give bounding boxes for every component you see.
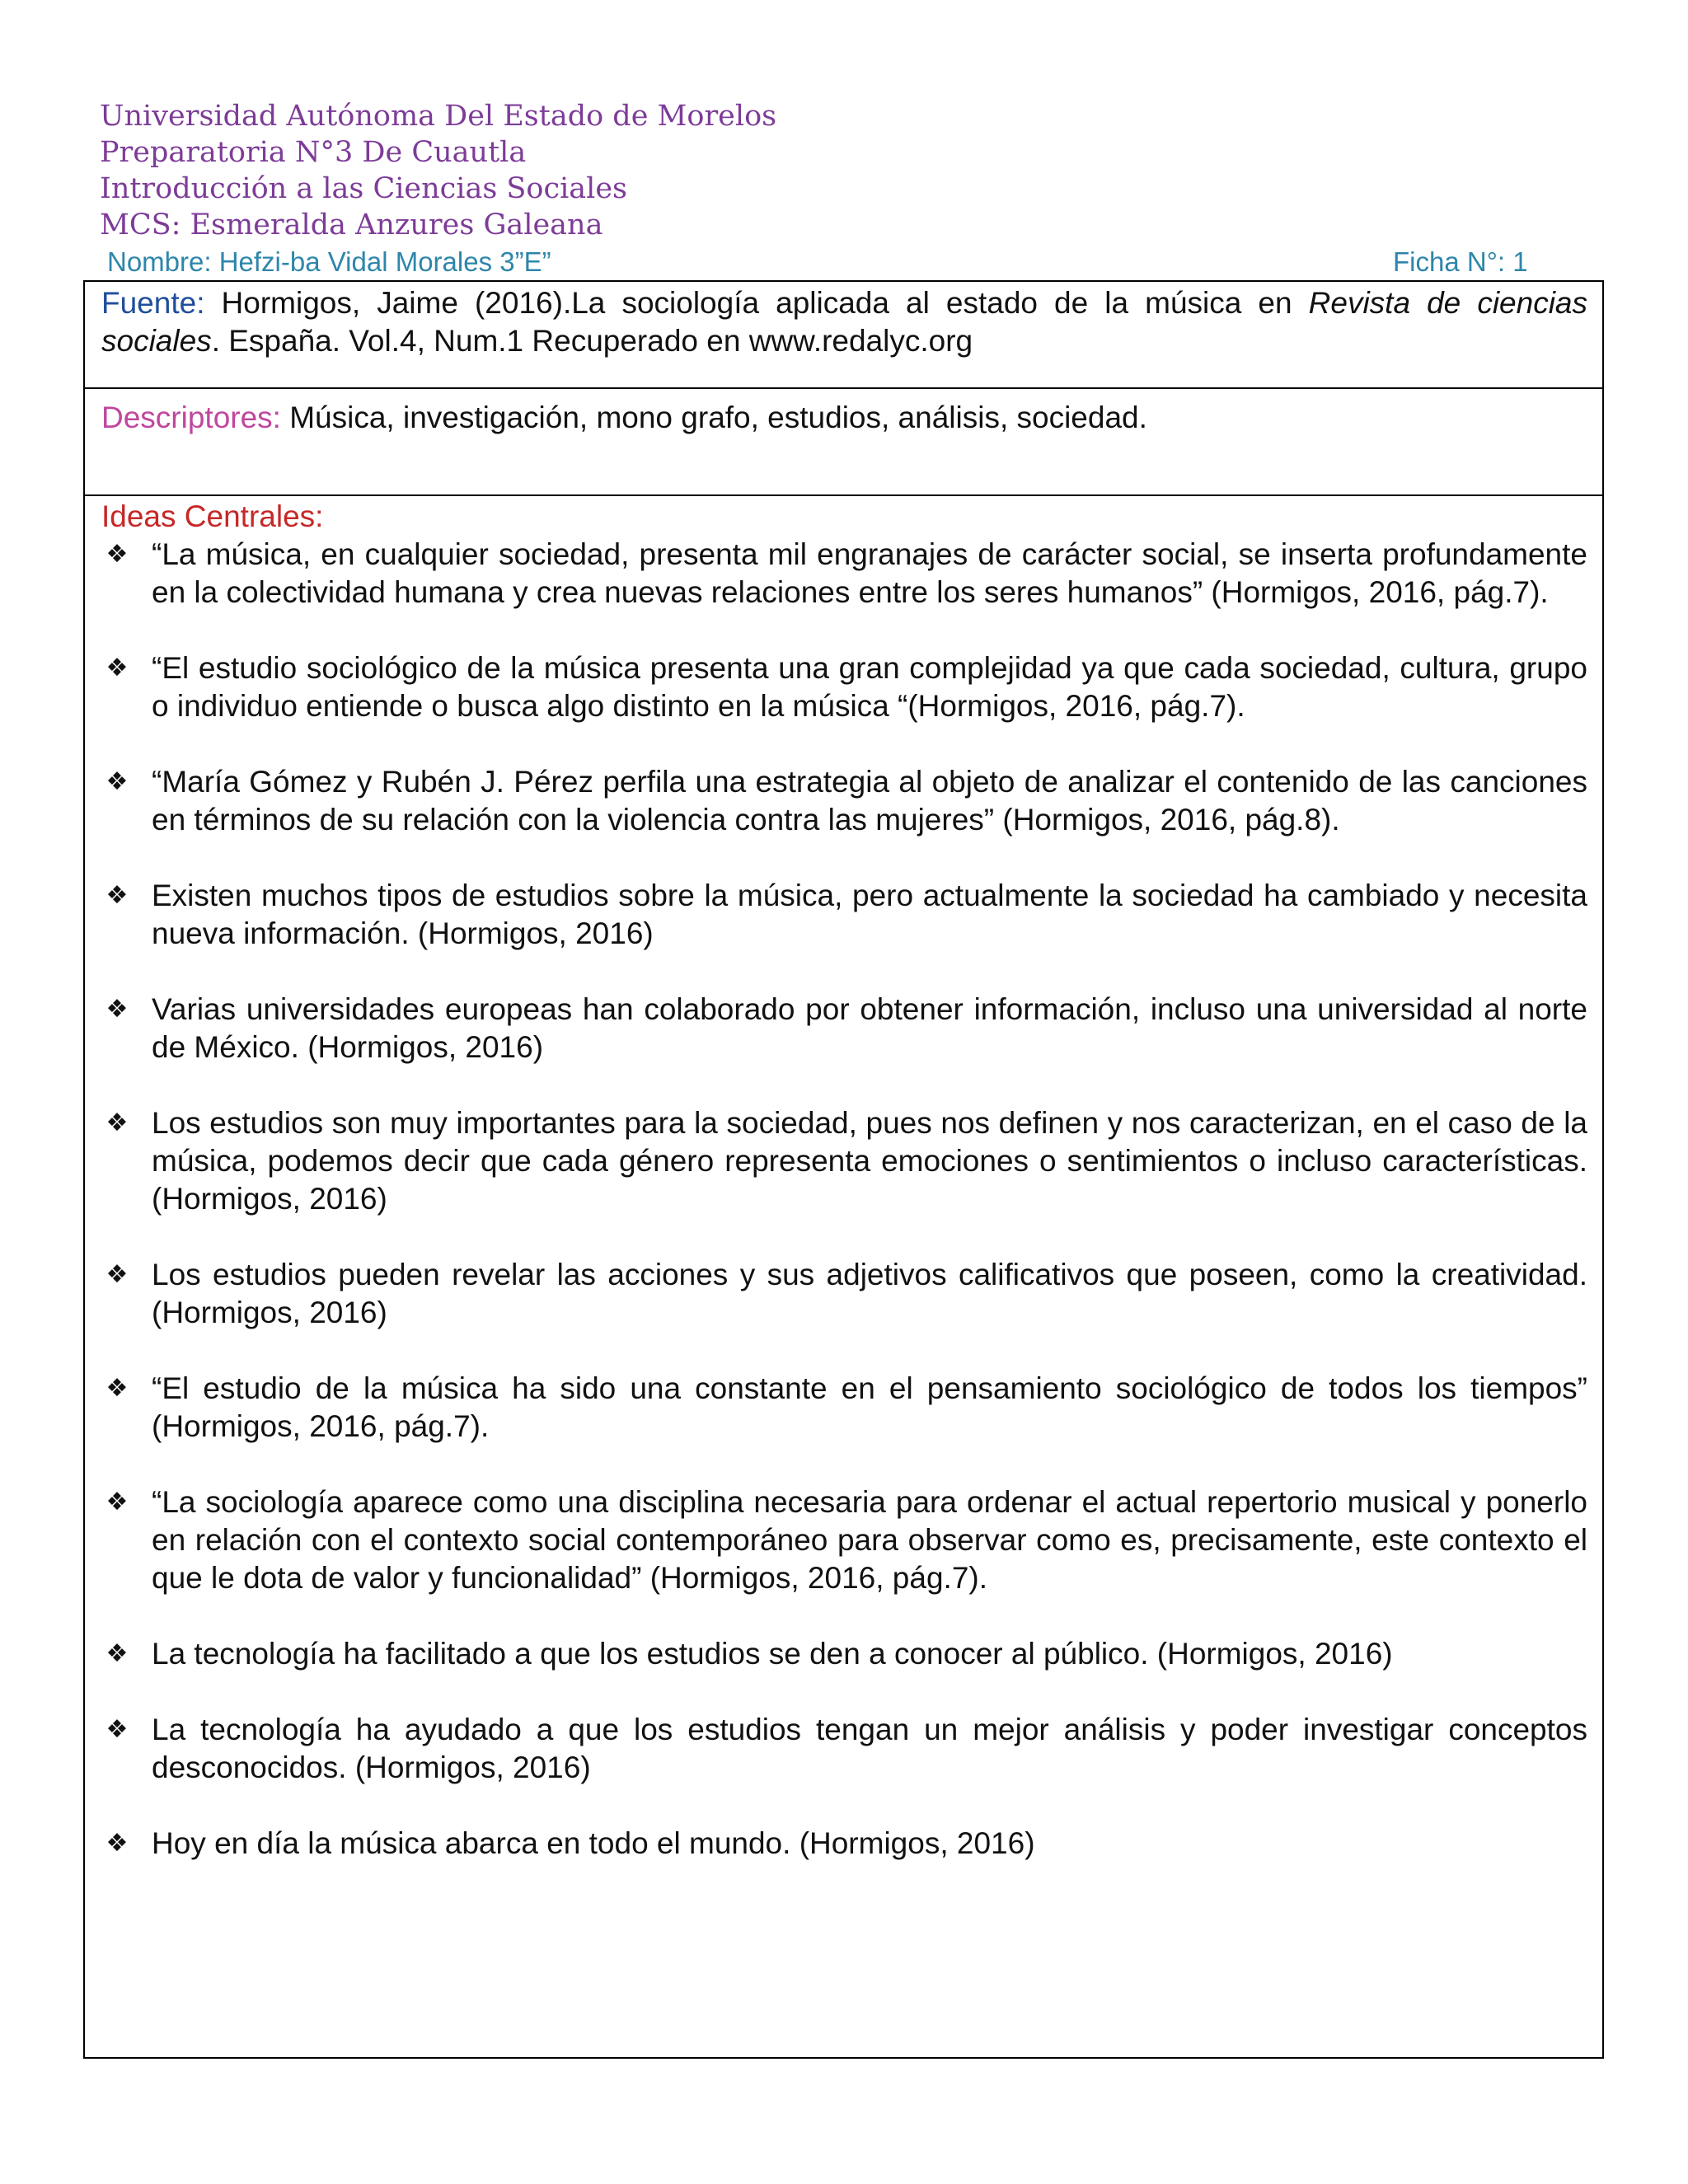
diamond-bullet-icon: ❖ bbox=[106, 654, 129, 682]
source-journal: Revista de ciencias sociales bbox=[101, 286, 1588, 358]
list-item bbox=[101, 1104, 1587, 1218]
source-label: Fuente: bbox=[101, 286, 205, 320]
idea-text: Los estudios son muy importantes para la sociedad, pues nos definen y nos caracterizan, en el caso de la música, podemos decir que cada género representa emociones o sentimientos o incluso características. (Hormigos, 2016) bbox=[152, 1106, 1587, 1216]
list-item bbox=[101, 877, 1587, 953]
central-ideas-list bbox=[101, 536, 1587, 1863]
list-item bbox=[101, 536, 1587, 612]
diamond-bullet-icon: ❖ bbox=[106, 767, 129, 796]
diamond-bullet-icon: ❖ bbox=[106, 881, 129, 910]
idea-text: Existen muchos tipos de estudios sobre la música, pero actualmente la sociedad ha cambiado y necesita nueva información. (Hormigos, 2016) bbox=[152, 879, 1587, 950]
source-section bbox=[85, 282, 1602, 389]
student-name: Nombre: Hefzi-ba Vidal Morales 3”E” bbox=[107, 246, 551, 277]
idea-text: “La sociología aparece como una disciplina necesaria para ordenar el actual repertorio musical y ponerlo en relación con el contexto social contemporáneo para observar como es, precisamente, este contexto el que le dota de valor y funcionalidad” (Hormigos, 2016, pág.7). bbox=[152, 1485, 1587, 1595]
idea-text: “El estudio de la música ha sido una constante en el pensamiento sociológico de todos los tiempos” (Hormigos, 2016, pág.7). bbox=[152, 1371, 1587, 1443]
source-text-before: Hormigos, Jaime (2016).La sociología aplicada al estado de la música en bbox=[204, 286, 1309, 320]
diamond-bullet-icon: ❖ bbox=[106, 1260, 129, 1289]
header-teacher: MCS: Esmeralda Anzures Galeana bbox=[100, 209, 603, 241]
diamond-bullet-icon: ❖ bbox=[106, 1829, 129, 1858]
idea-text: Varias universidades europeas han colaborado por obtener información, incluso una universidad al norte de México. (Hormigos, 2016) bbox=[152, 992, 1587, 1064]
diamond-bullet-icon: ❖ bbox=[106, 540, 129, 569]
source-text-after: . España. Vol.4, Num.1 Recuperado en www.redalyc.org bbox=[211, 324, 973, 358]
list-item bbox=[101, 991, 1587, 1066]
document-header bbox=[100, 98, 1550, 243]
list-item bbox=[101, 1635, 1587, 1673]
card-number: Ficha N°: 1 bbox=[1393, 246, 1528, 277]
list-item bbox=[101, 1483, 1587, 1597]
header-course: Introducción a las Ciencias Sociales bbox=[100, 172, 628, 205]
descriptors-section bbox=[85, 389, 1602, 496]
descriptors-label: Descriptores: bbox=[101, 401, 281, 434]
list-item bbox=[101, 649, 1587, 725]
descriptors-text: Música, investigación, mono grafo, estudios, análisis, sociedad. bbox=[280, 401, 1147, 434]
diamond-bullet-icon: ❖ bbox=[106, 995, 129, 1024]
idea-text: La tecnología ha ayudado a que los estudios tengan un mejor análisis y poder investigar conceptos desconocidos. (Hormigos, 2016) bbox=[152, 1713, 1587, 1784]
list-item bbox=[101, 1825, 1587, 1863]
header-university: Universidad Autónoma Del Estado de Morelos bbox=[100, 100, 777, 133]
list-item bbox=[101, 763, 1587, 839]
idea-text: “María Gómez y Rubén J. Pérez perfila una estrategia al objeto de analizar el contenido de las canciones en términos de su relación con la violencia contra las mujeres” (Hormigos, 2016, pág.8). bbox=[152, 765, 1587, 837]
idea-text: Hoy en día la música abarca en todo el mundo. (Hormigos, 2016) bbox=[152, 1826, 1035, 1860]
diamond-bullet-icon: ❖ bbox=[106, 1108, 129, 1137]
header-school: Preparatoria N°3 De Cuautla bbox=[100, 136, 527, 169]
diamond-bullet-icon: ❖ bbox=[106, 1715, 129, 1744]
list-item bbox=[101, 1711, 1587, 1787]
idea-text: La tecnología ha facilitado a que los estudios se den a conocer al público. (Hormigos, 2016) bbox=[152, 1637, 1393, 1671]
list-item bbox=[101, 1370, 1587, 1446]
diamond-bullet-icon: ❖ bbox=[106, 1488, 129, 1516]
diamond-bullet-icon: ❖ bbox=[106, 1639, 129, 1668]
card-box bbox=[83, 280, 1604, 2059]
central-ideas-label: Ideas Centrales: bbox=[101, 499, 324, 533]
list-item bbox=[101, 1256, 1587, 1332]
diamond-bullet-icon: ❖ bbox=[106, 1374, 129, 1403]
idea-text: Los estudios pueden revelar las acciones y sus adjetivos calificativos que poseen, como la creatividad.(Hormigos, 2016) bbox=[152, 1258, 1587, 1329]
student-line bbox=[107, 244, 1541, 280]
idea-text: “El estudio sociológico de la música presenta una gran complejidad ya que cada sociedad, cultura, grupo o individuo entiende o busca algo distinto en la música “(Hormigos, 2016, pág.7). bbox=[152, 651, 1587, 723]
idea-text: “La música, en cualquier sociedad, presenta mil engranajes de carácter social, se inserta profundamente en la colectividad humana y crea nuevas relaciones entre los seres humanos” (Hormigos, 2016, pág.7). bbox=[152, 537, 1587, 609]
central-ideas-section bbox=[85, 496, 1602, 2059]
